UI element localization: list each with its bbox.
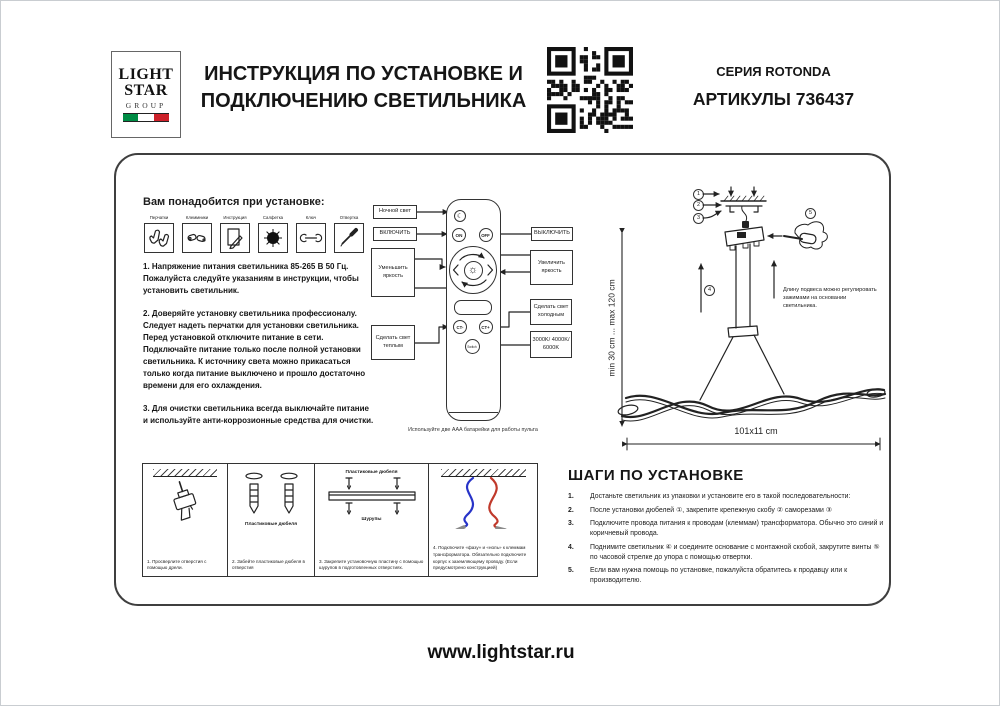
- dowels-label-top: Пластиковые дюбеля: [345, 470, 398, 475]
- remote-control-drawing: [446, 199, 501, 421]
- installation-panels: [142, 463, 538, 577]
- moon-icon: ☾: [456, 212, 464, 220]
- panel-caption: 2. Забейте пластиковые дюбеля в отверстия: [232, 558, 305, 571]
- suspension-adjust-note: Длину подвеса можно регулировать зажимами на основании светильника.: [783, 287, 877, 309]
- tool-label: Салфетка: [262, 215, 284, 220]
- callout-warm-light: Сделать свет теплым: [371, 325, 415, 360]
- step-item-4: [568, 543, 886, 563]
- tool-item-screwdriver: [334, 215, 364, 253]
- install-panel-2: [228, 464, 315, 576]
- napkin-icon: [261, 226, 285, 250]
- step-number: 2.: [568, 506, 574, 514]
- mounting-plate-icon: [319, 476, 425, 516]
- callout-cold-light: Сделать свет холодным: [530, 299, 572, 325]
- page-title: [186, 61, 541, 115]
- drill-icon: [150, 477, 220, 521]
- install-panel-1: [143, 464, 228, 576]
- dowel-icon: [232, 469, 310, 521]
- step-item-1: [568, 492, 886, 502]
- ceiling-hatch: [153, 469, 218, 477]
- marker-2: 2: [693, 200, 704, 211]
- qr-code-icon: [547, 47, 633, 133]
- logo-text-light: LIGHT: [118, 66, 174, 84]
- tool-item-gloves: [144, 215, 174, 253]
- tool-item-napkin: [258, 215, 288, 253]
- tool-label: Перчатки: [149, 215, 169, 220]
- marker-1: 1: [693, 189, 704, 200]
- callout-kelvin-presets: 3000K/ 4000K/ 6000K: [530, 331, 572, 358]
- tool-label: Клеммники: [185, 215, 209, 220]
- step-text: Подключите провода питания к проводам (клеммам) трансформатора. Обычно это синий и коричневый провода.: [590, 520, 884, 537]
- remote-off-button: OFF: [479, 228, 493, 242]
- step-number: 3.: [568, 520, 574, 527]
- remote-battery-cover-line: [449, 412, 498, 413]
- step-number: 5.: [568, 567, 574, 574]
- remote-center-button: [464, 261, 483, 280]
- screws-label: Шурупы: [361, 517, 382, 522]
- installation-steps: [568, 467, 886, 590]
- title-line-1: ИНСТРУКЦИЯ ПО УСТАНОВКЕ И: [204, 63, 523, 85]
- title-line-2: ПОДКЛЮЧЕНИЮ СВЕТИЛЬНИКА: [200, 90, 527, 112]
- step-number: 1.: [568, 493, 574, 500]
- gloves-icon: [147, 226, 171, 250]
- series-label: СЕРИЯ ROTONDA: [716, 64, 831, 79]
- step-text: Достаньте светильник из упаковки и установите его в такой последовательности:: [590, 493, 851, 500]
- tool-item-manual: [220, 215, 250, 253]
- tool-label: Ключ: [305, 215, 317, 220]
- step-text: Поднимите светильник ④ и соедините основание с монтажной скобой, закрутите винты ⑤ по часовой стрелке до упора с помощью отвертки.: [590, 543, 880, 561]
- tool-label: Отвертка: [339, 215, 359, 220]
- pendant-lamp-drawing: [596, 176, 891, 461]
- steps-heading: ШАГИ ПО УСТАНОВКЕ: [568, 467, 744, 484]
- remote-night-button: [454, 210, 466, 222]
- step-item-2: [568, 506, 886, 516]
- brand-logo: [111, 51, 181, 138]
- warning-paragraph-3: 3. Для очистки светильника всегда выключайте питание и используйте анти-коррозионные средства для очистки.: [143, 404, 374, 425]
- step-text: После установки дюбелей ①, закрепите крепежную скобу ② саморезами ③: [590, 506, 832, 514]
- remote-dpad: [449, 246, 497, 294]
- italian-flag-icon: [123, 113, 169, 122]
- terminals-icon: [185, 226, 209, 250]
- ceiling-hatch: [441, 469, 526, 477]
- callout-increase-brightness: Увеличить яркость: [530, 250, 573, 285]
- callout-turn-off: ВЫКЛЮЧИТЬ: [531, 227, 573, 241]
- tools-heading: Вам понадобится при установке:: [143, 196, 325, 208]
- remote-switch-button: Switch: [465, 339, 480, 354]
- marker-4: 4: [704, 285, 715, 296]
- panel-caption: 3. Закрепите установочную пластину с помощью шурупов в подготовленных отверстиях.: [319, 558, 424, 571]
- install-panel-3: [315, 464, 429, 576]
- callout-decrease-brightness: Уменьшить яркость: [371, 248, 415, 297]
- wrench-icon: [299, 226, 323, 250]
- tool-item-wrench: [296, 215, 326, 253]
- step-text: Если вам нужна помощь по установке, пожалуйста обратитесь к продавцу или к производителю.: [590, 567, 848, 584]
- marker-3: 3: [693, 213, 704, 224]
- screwdriver-icon: [337, 226, 361, 250]
- bulb-icon: ☼: [467, 264, 479, 276]
- remote-on-button: ON: [452, 228, 466, 242]
- warning-paragraph-1: 1. Напряжение питания светильника 85-265 В 50 Гц. Пожалуйста следуйте указаниям в инструкции, чтобы установить светильник.: [143, 262, 359, 295]
- install-panel-4: [429, 464, 537, 576]
- battery-note: Используйте две AAA батарейки для работы пульта: [408, 427, 538, 433]
- remote-ct-minus-button: CT-: [453, 320, 467, 334]
- width-dimension-label: 101x11 cm: [734, 426, 778, 436]
- logo-text-group: GROUP: [125, 100, 167, 110]
- safety-warnings: [143, 261, 376, 438]
- dowels-label: Пластиковые дюбеля: [245, 522, 297, 527]
- warning-paragraph-2: 2. Доверяйте установку светильника профессионалу. Следует надеть перчатки для установки светильника. Перед установкой отключите питание в сети. Подключайте питание только после полной установки светильника. К источнику света можно прикасаться только когда питание выключено и прошло достаточно времени для его охлаждения.: [143, 309, 366, 390]
- step-item-5: [568, 566, 886, 586]
- wires-icon: [433, 477, 533, 529]
- panel-caption: 1. Просверлите отверстия с помощью дрели.: [147, 558, 207, 571]
- callout-turn-on: ВКЛЮЧИТЬ: [373, 227, 417, 241]
- manual-icon: [223, 226, 247, 250]
- marker-5: 5: [805, 208, 816, 219]
- remote-ct-plus-button: CT+: [479, 320, 493, 334]
- tool-item-terminals: [182, 215, 212, 253]
- callout-night-light: Ночной свет: [373, 205, 417, 219]
- panel-caption: 4. Подключите «фазу» и «ноль» к клеммам трансформатора. Обязательно подключите корпус к заземляющему проводу. (Если предусмотрено конструкцией): [433, 545, 527, 571]
- footer-website-url: www.lightstar.ru: [427, 642, 575, 663]
- step-number: 4.: [568, 543, 574, 551]
- tool-label: Инструкция: [223, 215, 247, 220]
- article-number-label: АРТИКУЛЫ 736437: [692, 89, 855, 109]
- height-dimension-label: min 30 cm ... max 120 cm: [606, 279, 617, 377]
- step-item-3: [568, 519, 886, 539]
- remote-display-window: [454, 300, 492, 315]
- logo-text-star: STAR: [124, 81, 168, 99]
